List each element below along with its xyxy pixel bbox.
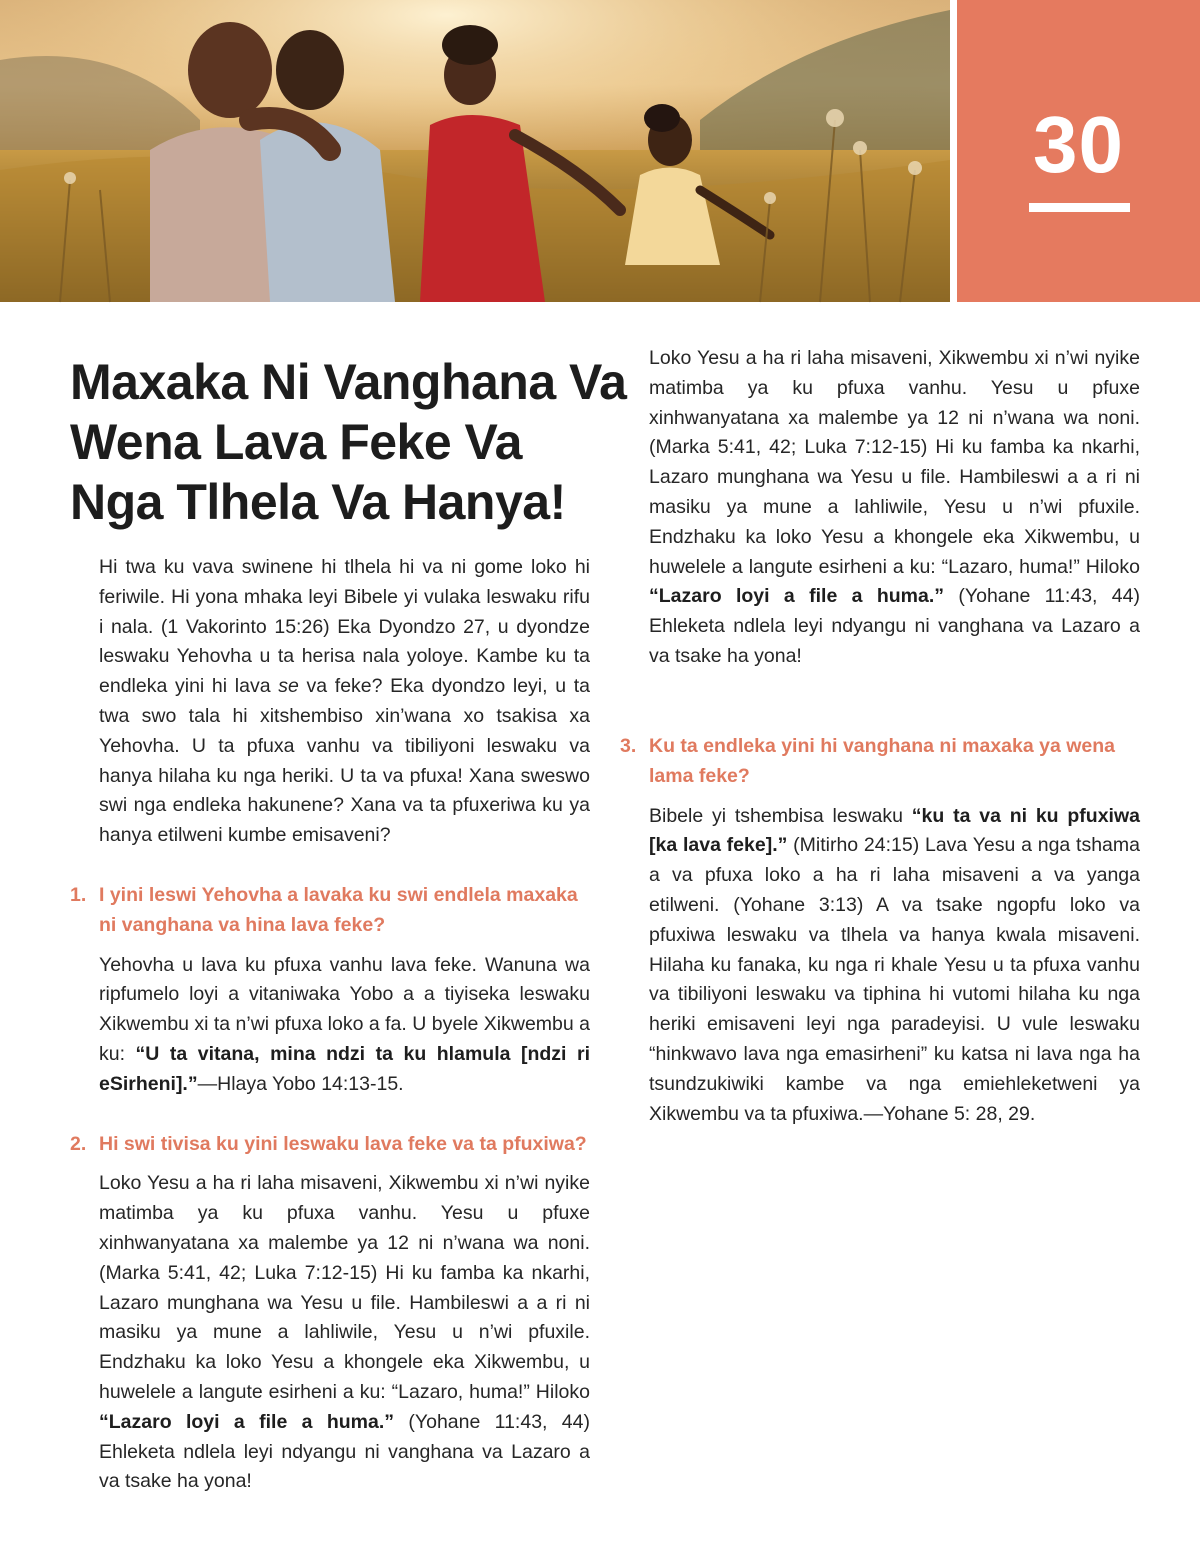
scripture-quote: “Lazaro loyi a file a huma.”	[649, 585, 945, 608]
answer-paragraph-2-continued	[620, 347, 1140, 702]
answer-paragraph-3	[620, 802, 1140, 1130]
intro-text: Hi twa ku vava swinene hi tlhela hi va ni gome loko hi feriwile. Hi yona mhaka leyi Bibele yi vulaka leswaku rifu i nala. (1 Vakorinto 15:26) Eka Dyondzo 27, u dyondze leswaku Yehovha u ta herisa nala yoloye. Kambe ku ta endleka yini hi lava	[99, 556, 590, 698]
family-in-meadow-illustration	[0, 0, 950, 302]
intro-paragraph	[70, 553, 590, 851]
answer-text: (Yohane 11:43, 44) Ehleketa ndlela leyi ndyangu ni vanghana va Lazaro a va tsake ha yona!	[649, 585, 1140, 667]
question-text: I yini leswi Yehovha a lavaka ku swi endlela maxaka ni vanghana va hina lava feke?	[99, 883, 578, 936]
scripture-quote: “Lazaro loyi a file a huma.”	[99, 1410, 395, 1433]
lesson-number: 30	[1033, 100, 1124, 189]
answer-text: Loko Yesu a ha ri laha misaveni, Xikwembu xi n’wi nyike matimba ya ku pfuxa vanhu. Yesu u pfuxe xinhwanyatana xa malembe ya 12 ni n’wana wa noni. (Marka 5:41, 42; Luka 7:12-15) Hi ku famba ka nkarhi, Lazaro munghana wa Yesu u file. Hambileswi a a ri ni masiku ya mune a lahliwile, Yesu u n’wi pfuxile. Endzhaku ka loko Yesu a khongele eka Xikwembu, u huwelele a langute esirheni a ku: “Lazaro, huma!” Hiloko	[649, 347, 1140, 578]
page-title-line: Nga Tlhela Va Hanya!	[70, 474, 566, 530]
page-title-line: Maxaka Ni Vanghana Va	[70, 354, 627, 410]
lesson-number-underline	[1029, 203, 1130, 212]
answer-text: Loko Yesu a ha ri laha misaveni, Xikwembu xi n’wi nyike matimba ya ku pfuxa vanhu. Yesu u pfuxe xinhwanyatana xa malembe ya 12 ni n’wana wa noni. (Marka 5:41, 42; Luka 7:12-15) Hi ku famba ka nkarhi, Lazaro munghana wa Yesu u file. Hambileswi a a ri ni masiku ya mune a lahliwile, Yesu u n’wi pfuxile. Endzhaku ka loko Yesu a khongele eka Xikwembu, u huwelele a langute esirheni a ku: “Lazaro, huma!” Hiloko	[99, 1172, 590, 1403]
intro-emphasis: se	[278, 675, 299, 698]
intro-text: va feke? Eka dyondzo leyi, u ta twa swo tala hi xitshembiso xin’wana xo tsakisa xa Yehovha. U ta pfuxa vanhu va tibiliyoni leswaku va hanya hilaha ku nga heriki. U ta va pfuxa! Xana sweswo swi nga endleka hakunene? Xana va ta pfuxeriwa ku ya hanya etilweni kumbe emisaveni?	[99, 675, 590, 847]
answer-continuation	[649, 344, 1140, 672]
question-heading-3	[620, 732, 1140, 792]
left-column	[70, 553, 590, 1493]
scripture-reference: —Hlaya Yobo 14:13-15.	[197, 1072, 404, 1095]
right-column	[620, 347, 1140, 1129]
question-number: 3.	[620, 735, 637, 757]
question-number: 2.	[70, 1132, 87, 1155]
answer-text: Bibele yi tshembisa leswaku	[649, 804, 912, 827]
question-heading-2	[70, 1130, 590, 1160]
answer-paragraph-2	[70, 1169, 590, 1493]
answer-paragraph-1	[70, 951, 590, 1100]
page-title-line: Wena Lava Feke Va	[70, 414, 522, 470]
scripture-quote: “ku ta va ni ku pfuxiwa [ka lava feke].”	[649, 804, 1140, 857]
answer-text: (Mitirho 24:15) Lava Yesu a nga tshama a va pfuxa loko a ha ri laha misaveni a va yanga etilweni. (Yohane 3:13) A va tsake ngopfu loko va pfuxiwa leswaku va tlhela va hanya kwala misaveni. Hilaha ku fanaka, ku nga ri khale Yesu u ta pfuxa vanhu va tibiliyoni leswaku va tiphina hi vutomi hilaha ku nga heriki emisaveni leyi nga paradeyisi. U vule leswaku “hinkwavo lava nga emasirheni” ku katsa ni lava nga ha tsundzukiwiki kambe va nga emiehleketweni ya Xikwembu va ta pfuxiwa.—Yohane 5: 28, 29.	[649, 834, 1140, 1125]
question-text: Hi swi tivisa ku yini leswaku lava feke va ta pfuxiwa?	[99, 1132, 587, 1155]
answer-text: Yehovha u lava ku pfuxa vanhu lava feke. Wanuna wa ripfumelo loyi a vitaniwaka Yobo a a tiyiseka leswaku Xikwembu xi ta n’wi pfuxa loko a fa. U byele Xikwembu a ku:	[99, 953, 590, 1065]
question-text: Ku ta endleka yini hi vanghana ni maxaka ya wena lama feke?	[649, 735, 1116, 787]
hero-image	[0, 0, 950, 302]
lesson-number-tab	[957, 0, 1200, 302]
answer-text: (Yohane 11:43, 44) Ehleketa ndlela leyi ndyangu ni vanghana va Lazaro a va tsake ha yona!	[99, 1410, 590, 1493]
scripture-quote: “U ta vitana, mina ndzi ta ku hlamula [ndzi ri eSirheni].”	[99, 1042, 590, 1095]
page-title	[70, 352, 710, 532]
question-number: 1.	[70, 883, 87, 906]
question-heading-1	[70, 881, 590, 941]
